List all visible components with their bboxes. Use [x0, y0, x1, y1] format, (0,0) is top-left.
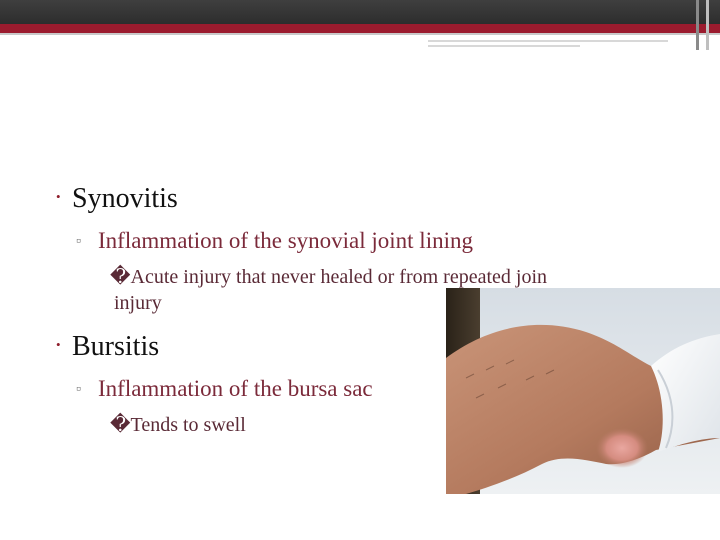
bullet-dot-icon: •	[56, 189, 61, 204]
header-dark-bar	[0, 0, 720, 24]
bullet-detail	[110, 412, 246, 438]
missing-glyph-icon: �	[110, 414, 131, 436]
bullet-text: Inflammation of the bursa sac	[98, 376, 373, 401]
bullet-text: Inflammation of the synovial joint lining	[98, 228, 473, 253]
bullet-detail-line2: injury	[114, 292, 162, 314]
bullet-detail-line1: Acute injury that never healed or from repeated join	[130, 266, 548, 288]
bullet-dot-icon: •	[56, 337, 61, 352]
bullet-title: Bursitis	[72, 331, 160, 362]
accent-line	[428, 40, 668, 42]
vertical-rule	[706, 0, 709, 50]
missing-glyph-icon: �	[110, 266, 131, 288]
header-thin-rule	[0, 33, 720, 35]
bullet-square-icon: ▫	[76, 234, 81, 249]
bullet-level2	[76, 226, 696, 260]
vertical-rule	[696, 0, 699, 50]
bullet-level1	[56, 182, 696, 220]
bullet-detail-line1: Tends to swell	[130, 414, 246, 436]
bullet-title: Synovitis	[72, 183, 178, 214]
elbow-photo-drawing	[446, 288, 720, 494]
header-red-bar	[0, 24, 720, 33]
bullet-square-icon: ▫	[76, 382, 81, 397]
accent-line	[428, 45, 580, 47]
elbow-photo	[446, 288, 720, 494]
